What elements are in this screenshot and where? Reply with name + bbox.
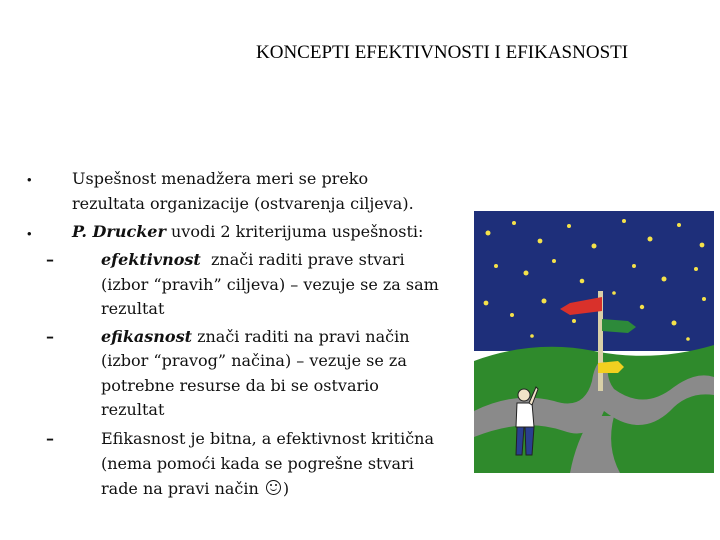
sub-2-rest: znači raditi na pravi način xyxy=(191,327,410,346)
sub-3-line-1: Efikasnost je bitna, a efektivnost kritična xyxy=(101,429,435,448)
bullet-2-line xyxy=(72,222,423,242)
dash-marker: – xyxy=(46,429,54,448)
sub-2-line-4: rezultat xyxy=(101,400,165,419)
term-efektivnost: efektivnost xyxy=(101,250,201,269)
bullet-1-line-2: rezultata organizacije (ostvarenja ciljeva). xyxy=(72,194,414,213)
bullet-marker: • xyxy=(27,226,32,241)
bullet-1-line-1: Uspešnost menadžera meri se preko xyxy=(72,169,369,188)
dash-marker: – xyxy=(46,250,54,269)
sub-3-line-2: (nema pomoći kada se pogrešne stvari xyxy=(101,454,414,473)
sub-1-line-2: (izbor “pravih” ciljeva) – vezuje se za sam xyxy=(101,275,439,294)
sub-1-line-3: rezultat xyxy=(101,299,165,318)
term-efikasnost: efikasnost xyxy=(101,327,192,346)
sub-3-last-text: rade na pravi način xyxy=(101,479,264,498)
sub-2-line-1 xyxy=(101,327,410,347)
crossroads-signpost-night-illustration xyxy=(474,211,714,473)
bullet-2-rest: uvodi 2 kriterijuma uspešnosti: xyxy=(165,222,424,241)
sub-2-line-2: (izbor “pravog” načina) – vezuje se za xyxy=(101,351,407,370)
dash-marker: – xyxy=(46,327,54,346)
bullet-marker: • xyxy=(27,172,32,187)
smiley-icon xyxy=(266,480,281,495)
sub-3-close: ) xyxy=(282,479,290,498)
sub-3-line-3 xyxy=(101,479,289,499)
sub-1-line-1 xyxy=(101,250,405,270)
sub-2-line-3: potrebne resurse da bi se ostvario xyxy=(101,376,379,395)
slide-title: KONCEPTI EFEKTIVNOSTI I EFIKASNOSTI xyxy=(256,42,629,63)
night-sky xyxy=(474,211,714,351)
sub-1-rest: znači raditi prave stvari xyxy=(200,250,405,269)
drucker-name: P. Drucker xyxy=(72,222,166,241)
